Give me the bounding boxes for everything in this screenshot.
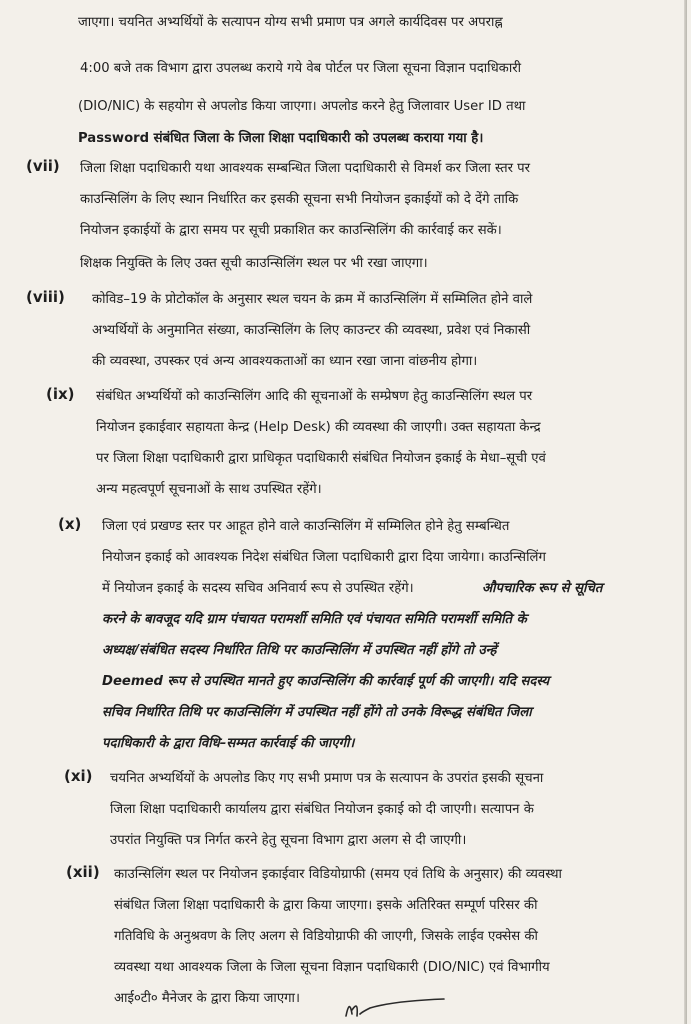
item-x-emph-line-6: पदाधिकारी के द्वारा विधि–सम्मत कार्रवाई की जाएगी। — [102, 736, 355, 751]
item-x-emph-line-2: करने के बावजूद यदि ग्राम पंचायत परामर्शी समिति एवं पंचायत समिति परामर्शी समिति के — [102, 612, 527, 627]
item-number-xi: (xi) — [64, 767, 93, 785]
item-xii-line-2: संबंधित जिला शिक्षा पदाधिकारी के द्वारा किया जाएगा। इसके अतिरिक्त सम्पूर्ण परिसर की — [114, 898, 538, 913]
item-vii-line-3: नियोजन इकाईयों के द्वारा समय पर सूची प्रकाशित कर काउन्सिलिंग की कार्रवाई कर सकें। — [80, 223, 502, 238]
continuation-line-3: (DIO/NIC) के सहयोग से अपलोड किया जाएगा। अपलोड करने हेतु जिलावार User ID तथा — [78, 99, 526, 114]
item-number-x: (x) — [58, 515, 82, 533]
continuation-line-1: जाएगा। चयनित अभ्यर्थियों के सत्यापन योग्य सभी प्रमाण पत्र अगले कार्यदिवस पर अपराह्न — [78, 15, 503, 30]
item-x-emph-line-3: अध्यक्ष/संबंधित सदस्य निर्धारित तिथि पर काउन्सिलिंग में उपस्थित नहीं होंगे तो उन्हें — [102, 643, 497, 658]
item-x-emph-line-5: सचिव निर्धारित तिथि पर काउन्सिलिंग में उपस्थित नहीं होंगे तो उनके विरूद्ध संबंधित जिला — [102, 705, 532, 720]
item-x-line-3: में नियोजन इकाई के सदस्य सचिव अनिवार्य रूप से उपस्थित रहेंगे। — [102, 581, 414, 596]
item-ix-line-4: अन्य महत्वपूर्ण सूचनाओं के साथ उपस्थित रहेंगे। — [96, 482, 322, 497]
item-ix-line-2: नियोजन इकाईवार सहायता केन्द्र (Help Desk) की व्यवस्था की जाएगी। उक्त सहायता केन्द्र — [96, 420, 541, 435]
item-number-ix: (ix) — [46, 385, 75, 403]
item-xii-line-1: काउन्सिलिंग स्थल पर नियोजन इकाईवार विडियोग्राफी (समय एवं तिथि के अनुसार) की व्यवस्था — [114, 867, 562, 882]
item-viii-line-1: कोविड–19 के प्रोटोकॉल के अनुसार स्थल चयन के क्रम में काउन्सिलिंग में सम्मिलित होने वाले — [92, 292, 533, 307]
item-x-emph-line-4: Deemed रूप से उपस्थित मानते हुए काउन्सिलिंग की कार्रवाई पूर्ण की जाएगी। यदि सदस्य — [102, 674, 550, 689]
item-xi-line-2: जिला शिक्षा पदाधिकारी कार्यालय द्वारा संबंधित नियोजन इकाई को दी जाएगी। सत्यापन के — [110, 802, 534, 817]
item-ix-line-3: पर जिला शिक्षा पदाधिकारी द्वारा प्राधिकृत पदाधिकारी संबंधित नियोजन इकाई के मेधा–सूची एवं — [96, 451, 546, 466]
signature-mark — [340, 992, 450, 1022]
continuation-line-4: Password संबंधित जिला के जिला शिक्षा पदाधिकारी को उपलब्ध कराया गया है। — [78, 131, 484, 146]
item-x-emph-line-1: औपचारिक रूप से सूचित — [482, 581, 603, 596]
item-x-line-2: नियोजन इकाई को आवश्यक निदेश संबंधित जिला पदाधिकारी द्वारा दिया जायेगा। काउन्सिलिंग — [102, 550, 546, 565]
item-ix-line-1: संबंधित अभ्यर्थियों को काउन्सिलिंग आदि की सूचनाओं के सम्प्रेषण हेतु काउन्सिलिंग स्थल पर — [96, 389, 533, 404]
item-number-xii: (xii) — [66, 863, 100, 881]
item-vii-line-1: जिला शिक्षा पदाधिकारी यथा आवश्यक सम्बन्धित जिला पदाधिकारी से विमर्श कर जिला स्तर पर — [80, 161, 531, 176]
item-viii-line-3: की व्यवस्था, उपस्कर एवं अन्य आवश्यकताओं का ध्यान रखा जाना वांछनीय होगा। — [92, 354, 478, 369]
continuation-line-2: 4:00 बजे तक विभाग द्वारा उपलब्ध कराये गये वेब पोर्टल पर जिला सूचना विज्ञान पदाधिकारी — [80, 61, 522, 76]
item-number-vii: (vii) — [26, 157, 60, 175]
item-xi-line-1: चयनित अभ्यर्थियों के अपलोड किए गए सभी प्रमाण पत्र के सत्यापन के उपरांत इसकी सूचना — [110, 771, 544, 786]
item-xii-line-3: गतिविधि के अनुश्रवण के लिए अलग से विडियोग्राफी की जाएगी, जिसके लाईव एक्सेस की — [114, 929, 538, 944]
item-viii-line-2: अभ्यर्थियों के अनुमानित संख्या, काउन्सिलिंग के लिए काउन्टर की व्यवस्था, प्रवेश एवं निकासी — [92, 323, 531, 338]
item-vii-line-4: शिक्षक नियुक्ति के लिए उक्त सूची काउन्सिलिंग स्थल पर भी रखा जाएगा। — [80, 256, 428, 271]
item-x-line-1: जिला एवं प्रखण्ड स्तर पर आहूत होने वाले काउन्सिलिंग में सम्मिलित होने हेतु सम्बन्धित — [102, 519, 510, 534]
item-xii-line-5: आई०टी० मैनेजर के द्वारा किया जाएगा। — [114, 991, 300, 1006]
page-edge-shadow — [684, 0, 687, 1024]
item-number-viii: (viii) — [26, 288, 65, 306]
item-xi-line-3: उपरांत नियुक्ति पत्र निर्गत करने हेतु सूचना विभाग द्वारा अलग से दी जाएगी। — [110, 833, 467, 848]
item-vii-line-2: काउन्सिलिंग के लिए स्थान निर्धारित कर इसकी सूचना सभी नियोजन इकाईयों को दे देंगे ताकि — [80, 192, 519, 207]
item-xii-line-4: व्यवस्था यथा आवश्यक जिला के जिला सूचना विज्ञान पदाधिकारी (DIO/NIC) एवं विभागीय — [114, 960, 550, 975]
